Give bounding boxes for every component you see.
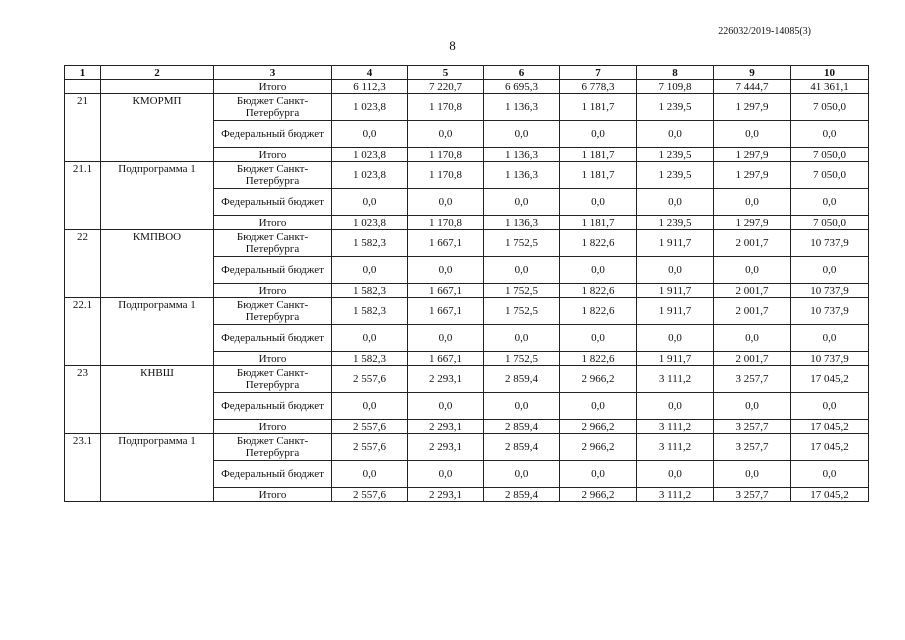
source-label: Бюджет Санкт-Петербурга xyxy=(214,230,332,257)
value-cell: 1 170,8 xyxy=(408,216,484,230)
source-label: Бюджет Санкт-Петербурга xyxy=(214,434,332,461)
value-cell: 2 966,2 xyxy=(560,434,637,461)
value-cell: 0,0 xyxy=(791,189,869,216)
value-cell: 1 582,3 xyxy=(332,352,408,366)
value-cell: 41 361,1 xyxy=(791,80,869,94)
program-name: КМОРМП xyxy=(101,94,214,162)
value-cell: 1 023,8 xyxy=(332,94,408,121)
value-cell: 7 109,8 xyxy=(637,80,714,94)
column-header: 1 xyxy=(65,66,101,80)
value-cell: 2 859,4 xyxy=(484,488,560,502)
number-cell xyxy=(65,80,101,94)
value-cell: 0,0 xyxy=(560,121,637,148)
value-cell: 3 257,7 xyxy=(714,420,791,434)
value-cell: 1 297,9 xyxy=(714,216,791,230)
value-cell: 1 170,8 xyxy=(408,94,484,121)
value-cell: 10 737,9 xyxy=(791,284,869,298)
value-cell: 1 667,1 xyxy=(408,352,484,366)
value-cell: 0,0 xyxy=(714,393,791,420)
value-cell: 1 239,5 xyxy=(637,216,714,230)
source-label: Федеральный бюджет xyxy=(214,393,332,420)
value-cell: 0,0 xyxy=(484,189,560,216)
value-cell: 1 023,8 xyxy=(332,216,408,230)
source-label: Итого xyxy=(214,80,332,94)
row-number: 22.1 xyxy=(65,298,101,366)
value-cell: 6 778,3 xyxy=(560,80,637,94)
value-cell: 0,0 xyxy=(637,189,714,216)
table-body xyxy=(65,66,869,502)
value-cell: 0,0 xyxy=(484,461,560,488)
program-name: КМПВОО xyxy=(101,230,214,298)
value-cell: 1 822,6 xyxy=(560,284,637,298)
value-cell: 0,0 xyxy=(408,325,484,352)
value-cell: 1 752,5 xyxy=(484,298,560,325)
value-cell: 0,0 xyxy=(714,121,791,148)
value-cell: 0,0 xyxy=(332,461,408,488)
value-cell: 0,0 xyxy=(332,325,408,352)
value-cell: 2 293,1 xyxy=(408,420,484,434)
value-cell: 2 966,2 xyxy=(560,420,637,434)
value-cell: 1 667,1 xyxy=(408,284,484,298)
value-cell: 0,0 xyxy=(560,461,637,488)
value-cell: 1 136,3 xyxy=(484,162,560,189)
program-name: Подпрограмма 1 xyxy=(101,298,214,366)
value-cell: 3 111,2 xyxy=(637,366,714,393)
value-cell: 10 737,9 xyxy=(791,298,869,325)
value-cell: 1 911,7 xyxy=(637,352,714,366)
value-cell: 0,0 xyxy=(791,121,869,148)
table-row xyxy=(65,94,869,121)
source-label: Бюджет Санкт-Петербурга xyxy=(214,162,332,189)
value-cell: 0,0 xyxy=(560,393,637,420)
value-cell: 2 859,4 xyxy=(484,434,560,461)
program-name: КНВШ xyxy=(101,366,214,434)
value-cell: 1 911,7 xyxy=(637,298,714,325)
source-label: Федеральный бюджет xyxy=(214,121,332,148)
value-cell: 0,0 xyxy=(791,257,869,284)
value-cell: 0,0 xyxy=(332,257,408,284)
value-cell: 17 045,2 xyxy=(791,420,869,434)
value-cell: 7 050,0 xyxy=(791,216,869,230)
page-number: 8 xyxy=(449,38,456,53)
row-number: 21 xyxy=(65,94,101,162)
value-cell: 2 293,1 xyxy=(408,488,484,502)
source-label: Федеральный бюджет xyxy=(214,461,332,488)
value-cell: 3 257,7 xyxy=(714,366,791,393)
program-name: Подпрограмма 1 xyxy=(101,162,214,230)
value-cell: 1 136,3 xyxy=(484,94,560,121)
value-cell: 0,0 xyxy=(408,461,484,488)
value-cell: 1 752,5 xyxy=(484,284,560,298)
value-cell: 2 001,7 xyxy=(714,230,791,257)
value-cell: 1 239,5 xyxy=(637,162,714,189)
value-cell: 1 752,5 xyxy=(484,352,560,366)
value-cell: 1 170,8 xyxy=(408,162,484,189)
value-cell: 2 001,7 xyxy=(714,298,791,325)
source-label: Итого xyxy=(214,284,332,298)
value-cell: 2 557,6 xyxy=(332,434,408,461)
value-cell: 1 170,8 xyxy=(408,148,484,162)
value-cell: 3 257,7 xyxy=(714,434,791,461)
value-cell: 3 111,2 xyxy=(637,434,714,461)
name-cell xyxy=(101,80,214,94)
value-cell: 1 911,7 xyxy=(637,284,714,298)
value-cell: 0,0 xyxy=(484,325,560,352)
row-number: 23.1 xyxy=(65,434,101,502)
value-cell: 0,0 xyxy=(637,121,714,148)
value-cell: 7 050,0 xyxy=(791,148,869,162)
row-number: 21.1 xyxy=(65,162,101,230)
value-cell: 0,0 xyxy=(637,325,714,352)
value-cell: 1 822,6 xyxy=(560,230,637,257)
value-cell: 2 293,1 xyxy=(408,434,484,461)
value-cell: 0,0 xyxy=(560,257,637,284)
value-cell: 7 220,7 xyxy=(408,80,484,94)
source-label: Федеральный бюджет xyxy=(214,325,332,352)
value-cell: 1 136,3 xyxy=(484,148,560,162)
row-number: 23 xyxy=(65,366,101,434)
value-cell: 1 181,7 xyxy=(560,162,637,189)
value-cell: 0,0 xyxy=(484,257,560,284)
value-cell: 1 752,5 xyxy=(484,230,560,257)
value-cell: 2 557,6 xyxy=(332,488,408,502)
value-cell: 0,0 xyxy=(791,393,869,420)
value-cell: 0,0 xyxy=(408,121,484,148)
source-label: Итого xyxy=(214,148,332,162)
value-cell: 0,0 xyxy=(408,257,484,284)
value-cell: 6 112,3 xyxy=(332,80,408,94)
column-header: 6 xyxy=(484,66,560,80)
value-cell: 17 045,2 xyxy=(791,488,869,502)
value-cell: 1 181,7 xyxy=(560,94,637,121)
value-cell: 1 297,9 xyxy=(714,94,791,121)
table-row xyxy=(65,434,869,461)
table-row xyxy=(65,230,869,257)
table-row xyxy=(65,298,869,325)
value-cell: 0,0 xyxy=(408,189,484,216)
value-cell: 0,0 xyxy=(637,393,714,420)
value-cell: 2 966,2 xyxy=(560,488,637,502)
value-cell: 17 045,2 xyxy=(791,366,869,393)
column-header: 3 xyxy=(214,66,332,80)
carryover-total-row xyxy=(65,80,869,94)
value-cell: 7 050,0 xyxy=(791,162,869,189)
source-label: Бюджет Санкт-Петербурга xyxy=(214,366,332,393)
value-cell: 7 444,7 xyxy=(714,80,791,94)
value-cell: 1 582,3 xyxy=(332,284,408,298)
value-cell: 0,0 xyxy=(637,461,714,488)
value-cell: 1 822,6 xyxy=(560,352,637,366)
value-cell: 1 297,9 xyxy=(714,162,791,189)
value-cell: 0,0 xyxy=(332,121,408,148)
value-cell: 2 859,4 xyxy=(484,366,560,393)
value-cell: 0,0 xyxy=(714,257,791,284)
value-cell: 0,0 xyxy=(791,461,869,488)
value-cell: 1 181,7 xyxy=(560,148,637,162)
document-number: 226032/2019-14085(3) xyxy=(718,26,811,37)
value-cell: 1 023,8 xyxy=(332,148,408,162)
value-cell: 2 001,7 xyxy=(714,284,791,298)
value-cell: 1 239,5 xyxy=(637,148,714,162)
value-cell: 0,0 xyxy=(332,189,408,216)
value-cell: 10 737,9 xyxy=(791,352,869,366)
value-cell: 3 257,7 xyxy=(714,488,791,502)
value-cell: 1 582,3 xyxy=(332,298,408,325)
value-cell: 1 023,8 xyxy=(332,162,408,189)
value-cell: 1 911,7 xyxy=(637,230,714,257)
source-label: Итого xyxy=(214,216,332,230)
value-cell: 1 136,3 xyxy=(484,216,560,230)
value-cell: 10 737,9 xyxy=(791,230,869,257)
value-cell: 1 667,1 xyxy=(408,298,484,325)
header-row xyxy=(65,66,869,80)
value-cell: 3 111,2 xyxy=(637,420,714,434)
value-cell: 1 582,3 xyxy=(332,230,408,257)
value-cell: 1 822,6 xyxy=(560,298,637,325)
source-label: Бюджет Санкт-Петербурга xyxy=(214,94,332,121)
value-cell: 0,0 xyxy=(791,325,869,352)
row-number: 22 xyxy=(65,230,101,298)
table-row xyxy=(65,162,869,189)
budget-table xyxy=(64,65,869,502)
value-cell: 2 859,4 xyxy=(484,420,560,434)
source-label: Бюджет Санкт-Петербурга xyxy=(214,298,332,325)
value-cell: 2 966,2 xyxy=(560,366,637,393)
value-cell: 1 181,7 xyxy=(560,216,637,230)
value-cell: 3 111,2 xyxy=(637,488,714,502)
value-cell: 2 557,6 xyxy=(332,420,408,434)
value-cell: 17 045,2 xyxy=(791,434,869,461)
value-cell: 2 001,7 xyxy=(714,352,791,366)
column-header: 2 xyxy=(101,66,214,80)
source-label: Федеральный бюджет xyxy=(214,189,332,216)
source-label: Итого xyxy=(214,420,332,434)
value-cell: 0,0 xyxy=(560,325,637,352)
value-cell: 1 667,1 xyxy=(408,230,484,257)
value-cell: 0,0 xyxy=(714,461,791,488)
column-header: 7 xyxy=(560,66,637,80)
value-cell: 0,0 xyxy=(332,393,408,420)
value-cell: 0,0 xyxy=(714,325,791,352)
value-cell: 0,0 xyxy=(714,189,791,216)
value-cell: 2 557,6 xyxy=(332,366,408,393)
value-cell: 6 695,3 xyxy=(484,80,560,94)
column-header: 8 xyxy=(637,66,714,80)
value-cell: 2 293,1 xyxy=(408,366,484,393)
value-cell: 0,0 xyxy=(484,121,560,148)
value-cell: 0,0 xyxy=(484,393,560,420)
table-row xyxy=(65,366,869,393)
value-cell: 0,0 xyxy=(637,257,714,284)
column-header: 10 xyxy=(791,66,869,80)
value-cell: 7 050,0 xyxy=(791,94,869,121)
value-cell: 1 297,9 xyxy=(714,148,791,162)
value-cell: 1 239,5 xyxy=(637,94,714,121)
value-cell: 0,0 xyxy=(408,393,484,420)
program-name: Подпрограмма 1 xyxy=(101,434,214,502)
source-label: Федеральный бюджет xyxy=(214,257,332,284)
column-header: 4 xyxy=(332,66,408,80)
column-header: 9 xyxy=(714,66,791,80)
column-header: 5 xyxy=(408,66,484,80)
source-label: Итого xyxy=(214,352,332,366)
source-label: Итого xyxy=(214,488,332,502)
value-cell: 0,0 xyxy=(560,189,637,216)
